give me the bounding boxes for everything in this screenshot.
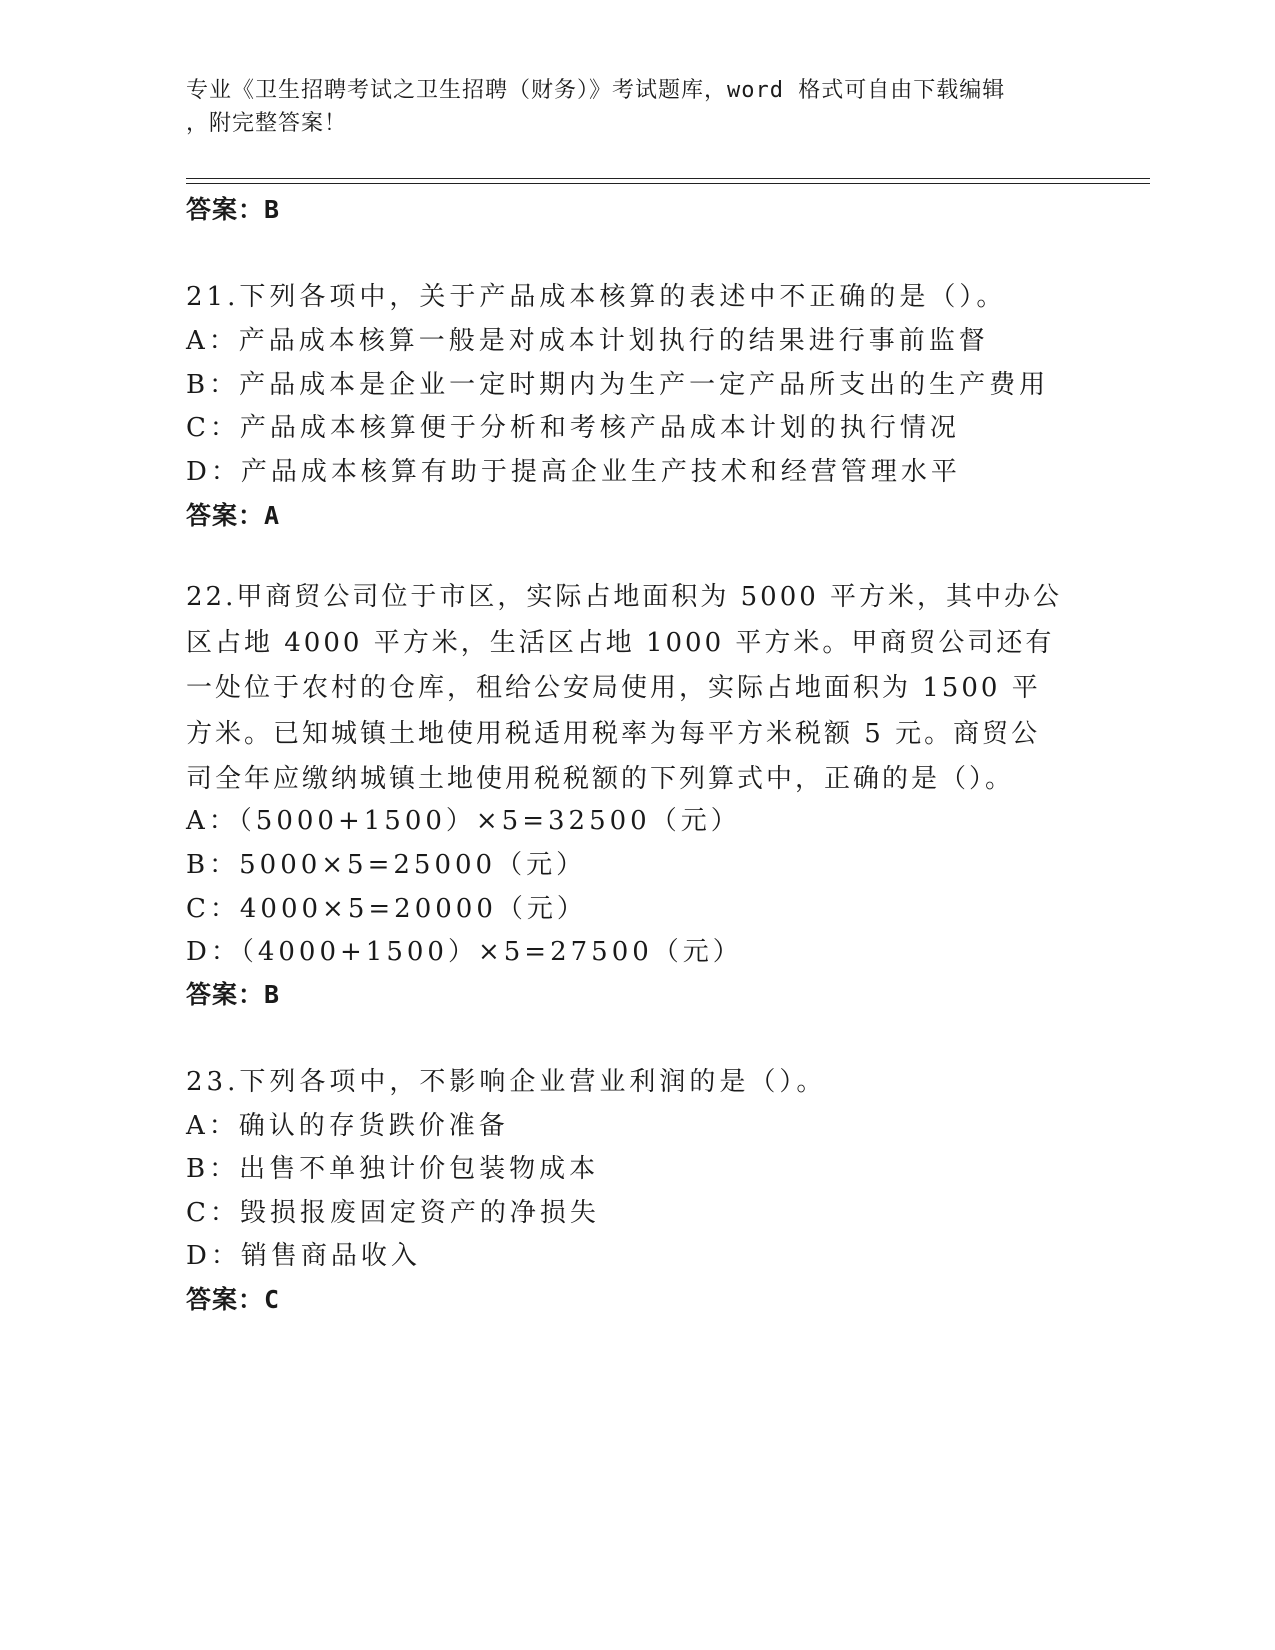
header-divider-top	[186, 178, 1150, 179]
question-21-option-c: C：产品成本核算便于分析和考核产品成本计划的执行情况	[186, 413, 960, 443]
question-21-answer: 答案：A	[186, 501, 281, 530]
question-21-stem: 21.下列各项中，关于产品成本核算的表述中不正确的是（）。	[186, 282, 1007, 312]
question-23-option-b: B：出售不单独计价包装物成本	[186, 1154, 600, 1184]
question-22-answer: 答案：B	[186, 980, 281, 1009]
question-23-stem: 23.下列各项中，不影响企业营业利润的是（）。	[186, 1067, 827, 1097]
question-22-option-a: A：（5000+1500）×5=32500（元）	[186, 806, 741, 836]
question-23-option-a: A：确认的存货跌价准备	[186, 1111, 509, 1141]
question-22-option-b: B：5000×5=25000（元）	[186, 850, 587, 880]
question-23-option-c: C：毁损报废固定资产的净损失	[186, 1198, 600, 1228]
question-23-answer: 答案：C	[186, 1285, 281, 1314]
question-22-option-d: D：（4000+1500）×5=27500（元）	[186, 937, 743, 967]
question-23-option-d: D：销售商品收入	[186, 1241, 421, 1271]
question-21-option-a: A：产品成本核算一般是对成本计划执行的结果进行事前监督	[186, 326, 989, 356]
question-21-option-d: D：产品成本核算有助于提高企业生产技术和经营管理水平	[186, 457, 961, 487]
question-22-stem: 22.甲商贸公司位于市区，实际占地面积为 5000 平方米，其中办公区占地 4000 平方米，生活区占地 1000 平方米。甲商贸公司还有一处位于农村的仓库，租给公安局使用，实际占地面积为 1500 平方米。已知城镇土地使用税适用税率为每平方米税额 5 元。商贸公司全年应缴纳城镇土地使用税税额的下列算式中，正确的是（）。	[186, 582, 1063, 794]
question-22-option-c: C：4000×5=20000（元）	[186, 894, 587, 924]
answer-previous: 答案：B	[186, 195, 281, 224]
question-21-option-b: B：产品成本是企业一定时期内为生产一定产品所支出的生产费用	[186, 370, 1050, 400]
page-header: 专业《卫生招聘考试之卫生招聘（财务）》考试题库，word 格式可自由下载编辑 ，附完整答案！	[186, 78, 1006, 136]
header-divider-bottom	[186, 183, 1150, 184]
